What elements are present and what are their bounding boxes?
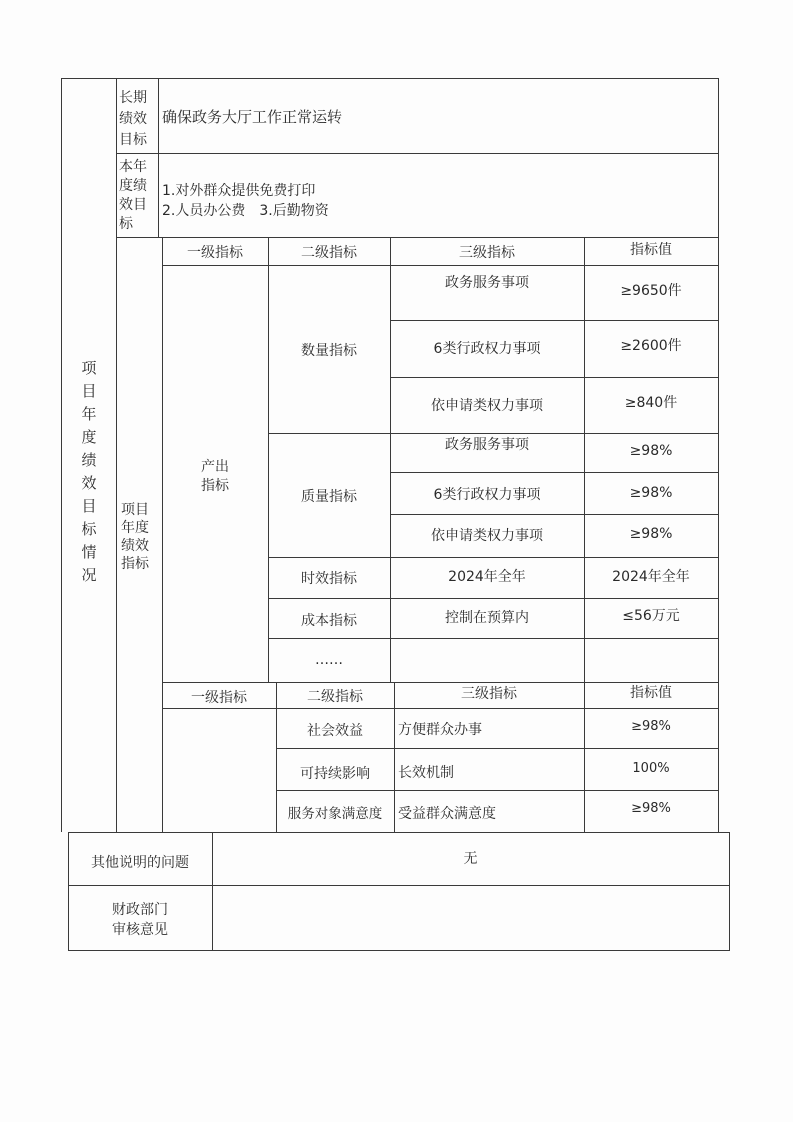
line-bottom [68,950,730,951]
quality-value-3: ≥98% [629,526,673,542]
line-section-end [68,832,730,833]
section-label: 项目年度绩效目标情况 [81,359,97,584]
quality-item-3: 依申请类权力事项 [431,528,543,544]
effect-value-2: 100% [632,761,670,776]
line-qual-end [268,557,718,558]
output-level1-name: 产出指标 [201,459,229,494]
line-content-col [158,78,159,237]
timeliness-value: 2024年全年 [612,569,690,585]
line-level3-col-effect [394,682,395,832]
line-header-bottom [162,265,718,266]
output-header-level3: 三级指标 [459,245,515,261]
cost-item: 控制在预算内 [445,610,529,626]
timeliness-item: 2024年全年 [448,569,526,585]
line-qty2 [390,377,718,378]
quantity-value-1: ≥9650件 [620,283,682,299]
quality-name: 质量指标 [301,489,357,505]
line-qty1 [390,320,718,321]
output-header-level1: 一级指标 [187,245,243,261]
quality-item-1: 政务服务事项 [445,437,529,453]
effect-header-value: 指标值 [630,685,672,701]
line-top [61,78,718,79]
effect-name-1: 社会效益 [307,723,363,739]
quantity-item-2: 6类行政权力事项 [433,341,541,357]
quantity-name: 数量指标 [301,343,357,359]
line-output-end [162,682,718,683]
finance-line2: 审核意见 [112,922,168,938]
timeliness-name: 时效指标 [301,571,357,587]
line-label-col [116,78,117,832]
long-term-label: 长期绩效目标 [119,90,147,148]
quality-value-2: ≥98% [629,485,673,501]
cost-name: 成本指标 [301,613,357,629]
quantity-value-2: ≥2600件 [620,338,682,354]
line-effect1 [276,748,718,749]
line-indicator-col [162,237,163,832]
line-other-end [68,885,730,886]
line-effect-header-end [162,708,718,709]
effect-name-3: 服务对象满意度 [287,806,383,822]
annual-line2: 2.人员办公费 3.后勤物资 [162,203,329,219]
line-qty-end [268,433,718,434]
line-time-end [268,598,718,599]
long-term-content: 确保政务大厅工作正常运转 [162,108,343,126]
line-annual-bottom [116,237,718,238]
line-annual-top [116,153,718,154]
line-outer-left [61,78,62,832]
line-qual1 [390,472,718,473]
quality-item-2: 6类行政权力事项 [433,487,541,503]
finance-line1: 财政部门 [112,902,168,918]
effect-header-level2: 二级指标 [307,689,363,705]
other-label: 其他说明的问题 [91,855,189,871]
indicators-label: 项目年度绩效指标 [121,502,149,572]
annual-label: 本年度绩效目标 [119,159,147,232]
line-qual2 [390,514,718,515]
cost-value: ≤56万元 [622,608,680,624]
output-header-value: 指标值 [630,242,672,258]
output-header-level2: 二级指标 [301,245,357,261]
effect-header-level3: 三级指标 [461,686,517,702]
annual-line1: 1.对外群众提供免费打印 [162,183,316,199]
effect-item-3: 受益群众满意度 [398,806,496,822]
effect-item-2: 长效机制 [398,765,454,781]
ellipsis: …… [315,652,343,668]
quantity-item-3: 依申请类权力事项 [431,398,543,414]
quantity-item-1: 政务服务事项 [445,275,529,291]
effect-header-level1: 一级指标 [191,690,247,706]
line-cost-end [268,638,718,639]
quality-value-1: ≥98% [629,443,673,459]
effect-value-3: ≥98% [631,801,671,816]
line-outer-right [718,78,719,832]
line-outer-right-lower [729,832,730,950]
effect-name-2: 可持续影响 [300,766,370,782]
line-effect2 [276,790,718,791]
effect-item-1: 方便群众办事 [398,722,482,738]
effect-value-1: ≥98% [631,719,671,734]
other-value: 无 [463,851,478,867]
quantity-value-3: ≥840件 [624,395,678,411]
